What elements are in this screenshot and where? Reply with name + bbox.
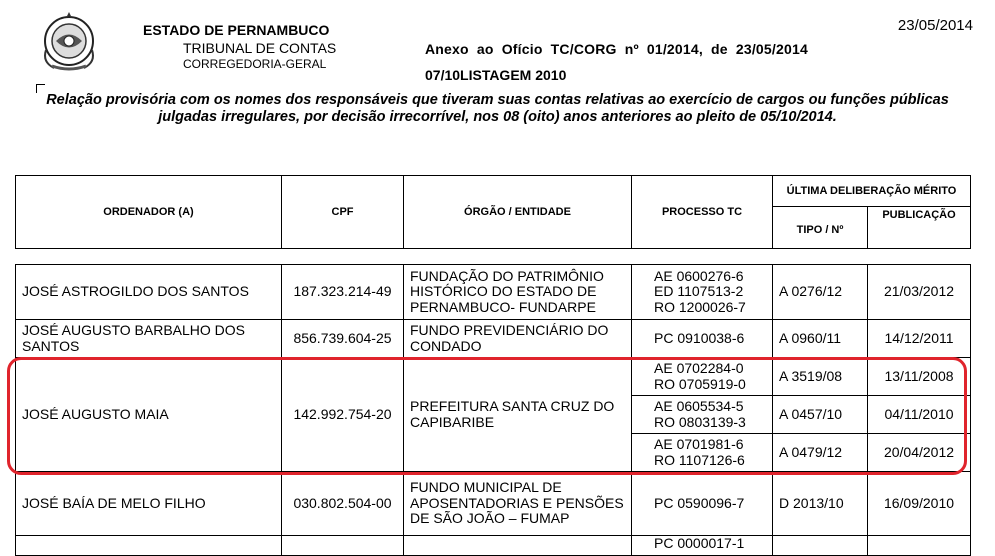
row-name: JOSÉ BAÍA DE MELO FILHO [16, 472, 282, 536]
row-orgao: FUNDAÇÃO DO PATRIMÔNIO HISTÓRICO DO ESTADO DE PERNAMBUCO- FUNDARPE [404, 265, 632, 320]
table-row [16, 472, 971, 536]
col-ultima-deliberacao: ÚLTIMA DELIBERAÇÃO MÉRITO [773, 176, 971, 207]
document-title: Relação provisória com os nomes dos responsáveis que tiveram suas contas relativas ao exercício de cargos ou funções públicas julgadas irregulares, por decisão irrecorrível, nos 08 (oito) anos anteriores ao pleito de 05/10/2014. [46, 92, 949, 125]
row-publicacao: 20/04/2012 [868, 434, 971, 472]
row-processo: AE 0701981-6 RO 1107126-6 [632, 434, 773, 472]
row-orgao: FUNDO PREVIDENCIÁRIO DO CONDADO [404, 320, 632, 358]
row-processo: PC 0000017-1 [632, 536, 773, 556]
row-cpf: 187.323.214-49 [282, 265, 404, 320]
row-tipo: A 0960/11 [773, 320, 868, 358]
row-cpf [282, 536, 404, 556]
coat-of-arms-logo [38, 10, 100, 72]
row-publicacao: 16/09/2010 [868, 472, 971, 536]
document-date: 23/05/2014 [897, 17, 973, 34]
row-name: JOSÉ AUGUSTO BARBALHO DOS SANTOS [16, 320, 282, 358]
row-publicacao: 14/12/2011 [868, 320, 971, 358]
row-tipo: A 0276/12 [773, 265, 868, 320]
col-orgao: ÓRGÃO / ENTIDADE [404, 176, 632, 249]
row-publicacao: 21/03/2012 [868, 265, 971, 320]
col-cpf: CPF [282, 176, 404, 249]
row-publicacao: 13/11/2008 [868, 358, 971, 396]
cut-off-line [425, 62, 625, 81]
row-name: JOSÉ ASTROGILDO DOS SANTOS [16, 265, 282, 320]
table-row [16, 358, 971, 396]
header-state-name: ESTADO DE PERNAMBUCO [143, 22, 330, 38]
row-orgao [404, 536, 632, 556]
row-name: JOSÉ AUGUSTO MAIA [16, 358, 282, 472]
header-tribunal: TRIBUNAL DE CONTAS [183, 40, 337, 56]
table-row [16, 536, 971, 556]
row-cpf: 030.802.504-00 [282, 472, 404, 536]
row-publicacao [868, 536, 971, 556]
row-tipo: D 2013/10 [773, 472, 868, 536]
row-name [16, 536, 282, 556]
row-orgao: PREFEITURA SANTA CRUZ DO CAPIBARIBE [404, 358, 632, 472]
col-tipo: TIPO / Nº [773, 207, 868, 249]
table-row [16, 320, 971, 358]
row-processo: PC 0910038-6 [632, 320, 773, 358]
row-tipo: A 3519/08 [773, 358, 868, 396]
row-cpf: 142.992.754-20 [282, 358, 404, 472]
cut-off-text: 07/10LISTAGEM 2010 [425, 67, 567, 81]
records-table [15, 264, 971, 556]
table-header [15, 175, 971, 249]
col-processo: PROCESSO TC [632, 176, 773, 249]
row-tipo: A 0479/12 [773, 434, 868, 472]
row-tipo [773, 536, 868, 556]
col-publicacao: PUBLICAÇÃO [868, 207, 971, 249]
annex-reference: Anexo ao Ofício TC/CORG nº 01/2014, de 23/05/2014 [425, 41, 808, 57]
row-cpf: 856.739.604-25 [282, 320, 404, 358]
row-orgao: FUNDO MUNICIPAL DE APOSENTADORIAS E PENSÕES DE SÃO JOÃO – FUMAP [404, 472, 632, 536]
row-processo: AE 0600276-6 ED 1107513-2 RO 1200026-7 [632, 265, 773, 320]
row-tipo: A 0457/10 [773, 396, 868, 434]
row-processo: AE 0605534-5 RO 0803139-3 [632, 396, 773, 434]
row-processo: PC 0590096-7 [632, 472, 773, 536]
table-row [16, 265, 971, 320]
row-publicacao: 04/11/2010 [868, 396, 971, 434]
row-processo: AE 0702284-0 RO 0705919-0 [632, 358, 773, 396]
col-ordenador: ORDENADOR (A) [16, 176, 282, 249]
header-corregedoria: CORREGEDORIA-GERAL [183, 57, 327, 71]
